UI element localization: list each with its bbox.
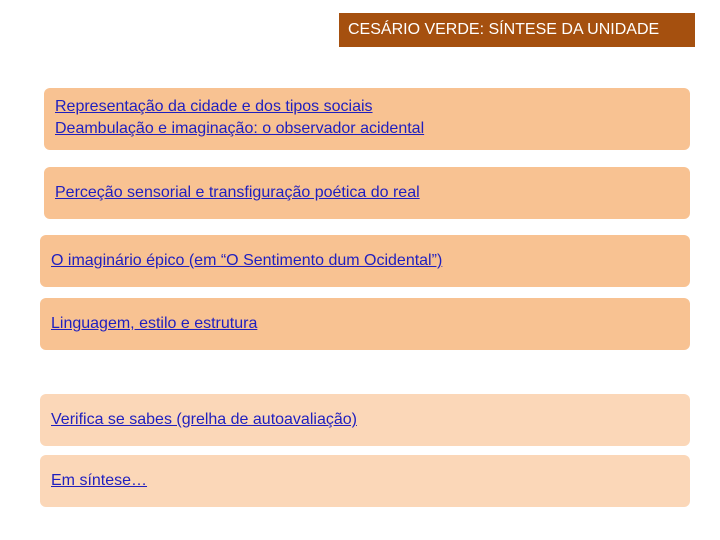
link-wandering-observer[interactable]: Deambulação e imaginação: o observador acidental [55, 120, 425, 137]
link-summary[interactable]: Em síntese… [51, 472, 148, 489]
topic-box-summary [40, 455, 690, 507]
topic-box-language [40, 298, 690, 350]
topic-box-self-check [40, 394, 690, 446]
topic-box-city [44, 88, 690, 150]
topic-box-perception [44, 167, 690, 219]
link-city-social-types[interactable]: Representação da cidade e dos tipos sociais [55, 98, 373, 115]
page-title: CESÁRIO VERDE: SÍNTESE DA UNIDADE [339, 13, 695, 47]
link-language-style[interactable]: Linguagem, estilo e estrutura [51, 315, 258, 332]
link-epic-imaginary[interactable]: O imaginário épico (em “O Sentimento dum Ocidental”) [51, 252, 443, 269]
link-sensory-perception[interactable]: Perceção sensorial e transfiguração poética do real [55, 184, 420, 201]
topic-box-epic [40, 235, 690, 287]
link-self-assessment[interactable]: Verifica se sabes (grelha de autoavaliação) [51, 411, 357, 428]
